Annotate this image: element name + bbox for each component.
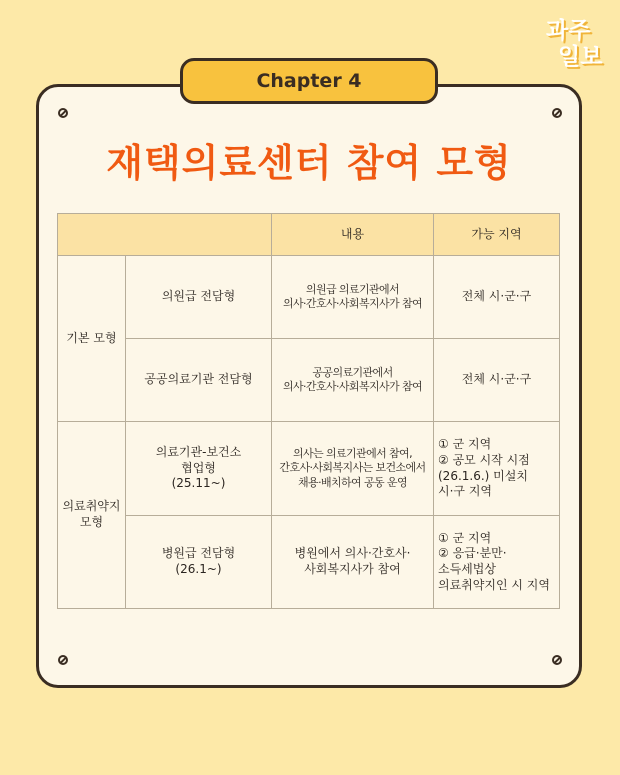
chapter-tab [180,58,438,104]
table-row [58,422,560,516]
table-row [58,516,560,609]
newspaper-logo [542,14,612,72]
model-content: 의원급 의료기관에서 의사·간호사·사회복지사가 참여 [272,256,434,339]
screw-icon [58,108,68,118]
header-region: 가능 지역 [434,214,560,256]
participation-model-table [57,213,560,609]
model-type: 의료기관-보건소 협업형 (25.11~) [126,422,272,516]
model-content: 병원에서 의사·간호사· 사회복지사가 참여 [272,516,434,609]
model-region: ① 군 지역 ② 공모 시작 시점 (26.1.6.) 미설치 시·구 지역 [434,422,560,516]
header-content: 내용 [272,214,434,256]
table-row [58,339,560,422]
group-basic: 기본 모형 [58,256,126,422]
logo-line-2: 일보 [558,44,603,70]
table-row [58,256,560,339]
page-title: 재택의료센터 참여 모형 [106,141,512,185]
model-region: 전체 시·군·구 [434,256,560,339]
logo-line-1: 과주 [546,18,591,44]
header-blank [58,214,272,256]
screw-icon [552,108,562,118]
chapter-label: Chapter 4 [256,70,362,92]
model-region: 전체 시·군·구 [434,339,560,422]
group-vulnerable: 의료취약지 모형 [58,422,126,609]
model-type: 의원급 전담형 [126,256,272,339]
table-header-row [58,214,560,256]
model-content: 공공의료기관에서 의사·간호사·사회복지사가 참여 [272,339,434,422]
screw-icon [552,655,562,665]
model-type: 공공의료기관 전담형 [126,339,272,422]
model-content: 의사는 의료기관에서 참여, 간호사·사회복지사는 보건소에서 채용·배치하여 공동 운영 [272,422,434,516]
screw-icon [58,655,68,665]
model-region: ① 군 지역 ② 응급·분만· 소득세법상 의료취약지인 시 지역 [434,516,560,609]
model-type: 병원급 전담형 (26.1~) [126,516,272,609]
